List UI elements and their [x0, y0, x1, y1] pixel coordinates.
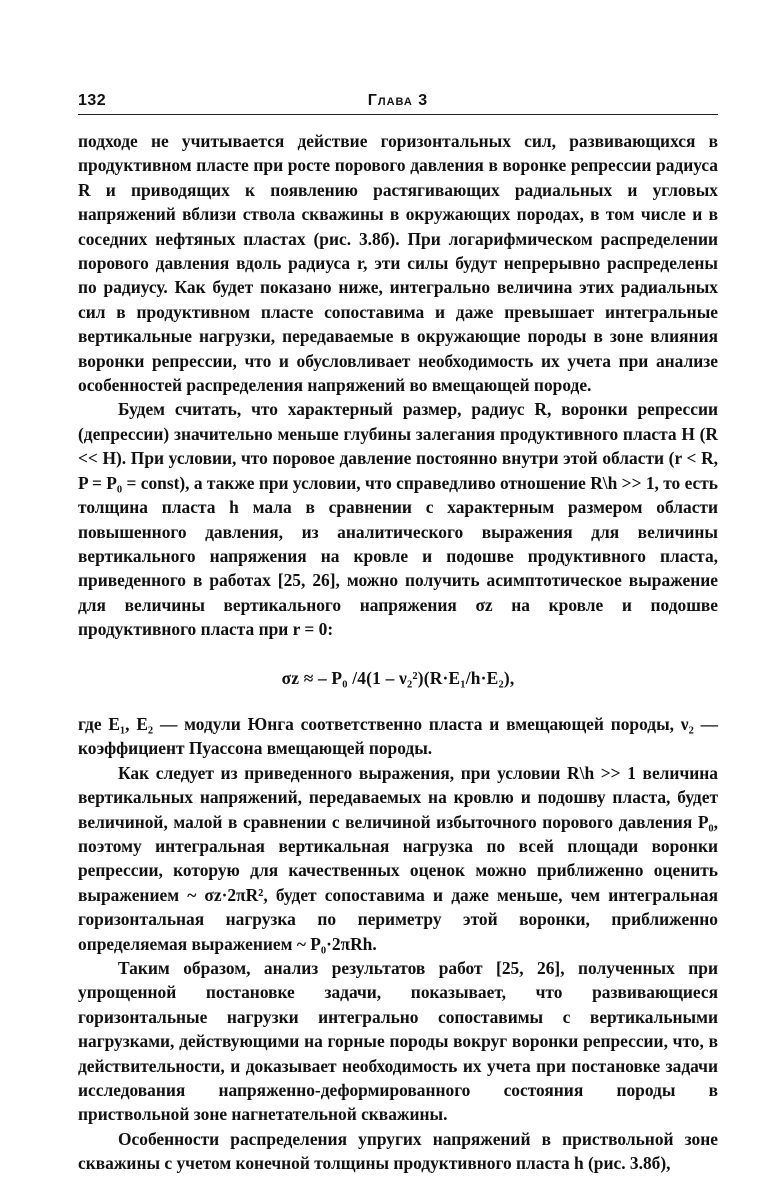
- page-number: 132: [78, 92, 107, 109]
- paragraph-6: Особенности распределения упругих напряжений в приствольной зоне скважины с учетом конечной толщины продуктивного пласта h (рис. 3.8б),: [78, 1128, 718, 1174]
- running-header: [78, 88, 718, 115]
- chapter-title: Глава 3: [367, 92, 429, 109]
- paragraph-2: Будем считать, что характерный размер, радиус R, воронки репрессии (депрессии) значительно меньше глубины залегания продуктивного пласта H (R << H). При условии, что поровое давление постоянно внутри этой области (r < R, P = P₀ = const), а также при условии, что справедливо отношение R\h >> 1, то есть толщина пласта h мала в сравнении с характерным размером области повышенного давления, из аналитического выражения для величины вертикального напряжения на кровле и подошве продуктивного пласта, приведенного в работах [25, 26], можно получить асимптотическое выражение для величины вертикального напряжения σz на кровле и подошве продуктивного пласта при r = 0:: [78, 399, 718, 640]
- body-text: [78, 129, 718, 1176]
- book-page: [78, 88, 718, 1178]
- formula: σz ≈ – P₀ /4(1 – ν₂²)(R·E₁/h·E₂),: [281, 667, 515, 688]
- paragraph-5: Таким образом, анализ результатов работ [25, 26], полученных при упрощенной постановке задачи, показывает, что развивающиеся горизонтальные нагрузки интегрально сопоставимы с вертикальными нагрузками, действующими на горные породы вокруг воронки репрессии, что, в действительности, и доказывает необходимость их учета при постановке задачи исследования напряженно-деформированного состояния породы в приствольной зоне нагнетательной скважины.: [78, 958, 718, 1125]
- paragraph-4: Как следует из приведенного выражения, при условии R\h >> 1 величина вертикальных напряжений, передаваемых на кровлю и подошву пласта, будет величиной, малой в сравнении с величиной избыточного порового давления P₀, поэтому интегральная вертикальная нагрузка по всей площади воронки репрессии, которую для качественных оценок можно приближенно оценить выражением ~ σz·2πR², будет сопоставима и даже меньше, чем интегральная горизонтальная нагрузка по периметру этой воронки, приближенно определяемая выражением ~ P₀·2πRh.: [78, 762, 718, 954]
- paragraph-3: где E₁, E₂ — модули Юнга соответственно пласта и вмещающей породы, ν₂ — коэффициент Пуассона вмещающей породы.: [78, 713, 718, 759]
- paragraph-1: подходе не учитывается действие горизонтальных сил, развивающихся в продуктивном пласте при росте порового давления в воронке репрессии радиуса R и приводящих к появлению растягивающих радиальных и угловых напряжений вблизи ствола скважины в окружающих породах, в том числе и в соседних нефтяных пластах (рис. 3.8б). При логарифмическом распределении порового давления вдоль радиуса r, эти силы будут непрерывно распределены по радиусу. Как будет показано ниже, интегрально величина этих радиальных сил в продуктивном пласте сопоставима и даже превышает интегральные вертикальные нагрузки, передаваемые в окружающие породы в зоне влияния воронки репрессии, что и обусловливает необходимость их учета при анализе особенностей распределения напряжений во вмещающей породе.: [78, 131, 718, 396]
